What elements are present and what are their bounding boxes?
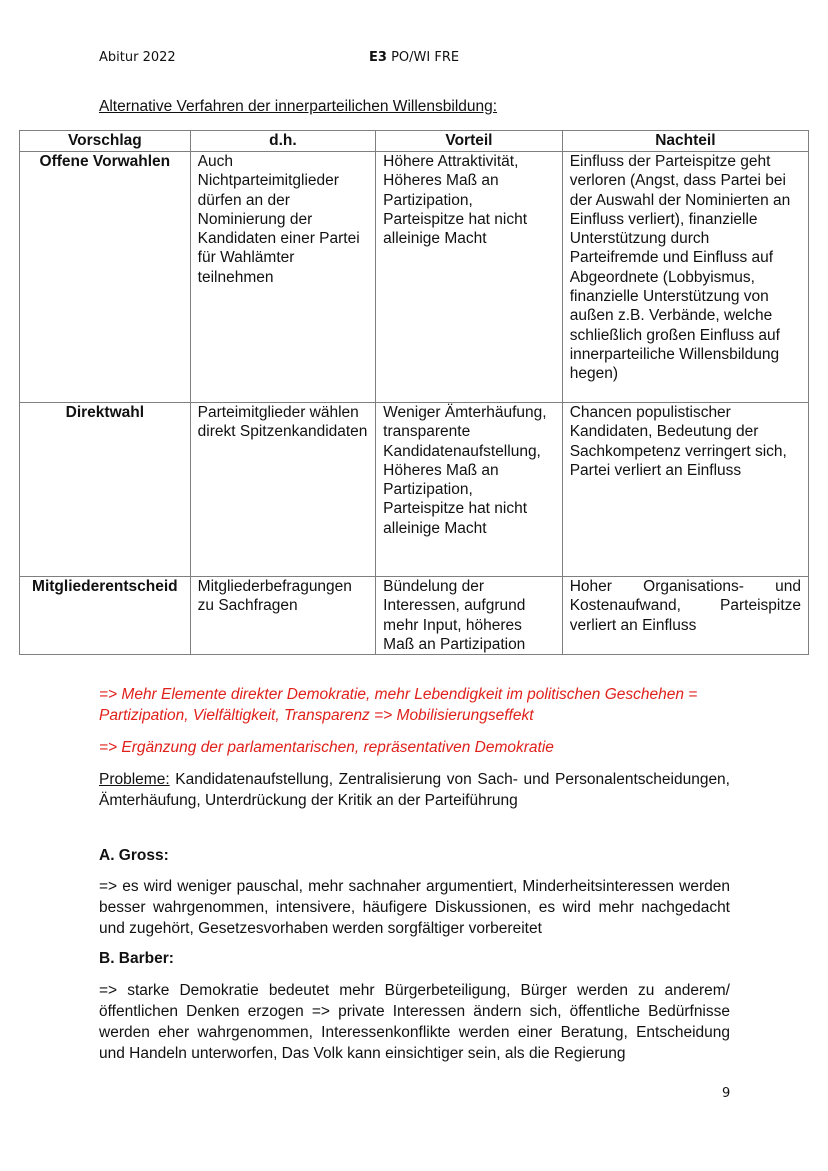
cell-nachteil: Einfluss der Parteispitze geht verloren (Angst, dass Partei bei der Auswahl der Nominierten an Einfluss verliert), finanzielle Unterstützung durch Parteifremde und Einfluss auf Abgeordnete (Lobbyismus, finanzielle Unterstützung von außen z.B. Verbände, welche schließlich großen Einfluss auf innerparteiliche Willensbildung hegen) [562, 152, 808, 403]
table-row [20, 152, 809, 403]
section-heading-barber: B. Barber: [99, 950, 174, 967]
header-course-code [369, 50, 459, 65]
table-row [20, 403, 809, 577]
table-row [20, 577, 809, 655]
problems-paragraph [99, 769, 730, 811]
gross-paragraph: => es wird weniger pauschal, mehr sachnaher argumentiert, Minderheitsinteressen werden besser wahrgenommen, intensivere, häufigere Diskussionen, es wird mehr nachgedacht und zugehört, Gesetzesvorhaben werden sorgfältiger vorbereitet [99, 878, 730, 937]
cell-nachteil: Chancen populistischer Kandidaten, Bedeutung der Sachkompetenz verringert sich, Partei verliert an Einfluss [562, 403, 808, 577]
page-number: 9 [722, 1086, 731, 1101]
page-header [99, 50, 729, 70]
table-header-row [20, 131, 809, 152]
column-header-dh: d.h. [190, 131, 375, 152]
cell-dh: Mitgliederbefragungen zu Sachfragen [190, 577, 375, 655]
cell-vorschlag: Mitgliederentscheid [20, 577, 191, 655]
cell-vorteil: Höhere Attraktivität, Höheres Maß an Partizipation, Parteispitze hat nicht alleinige Macht [376, 152, 563, 403]
cell-dh: Auch Nichtparteimitglieder dürfen an der Nominierung der Kandidaten einer Partei für Wahlämter teilnehmen [190, 152, 375, 403]
column-header-vorschlag: Vorschlag [20, 131, 191, 152]
page-title: Alternative Verfahren der innerparteilichen Willensbildung: [99, 98, 498, 115]
cell-dh: Parteimitglieder wählen direkt Spitzenkandidaten [190, 403, 375, 577]
conclusion-representative-democracy: => Ergänzung der parlamentarischen, repräsentativen Demokratie [99, 739, 554, 756]
header-course-code-bold: E3 [369, 50, 387, 65]
cell-vorteil: Bündelung der Interessen, aufgrund mehr Input, höheres Maß an Partizipation [376, 577, 563, 655]
conclusion-direct-democracy: => Mehr Elemente direkter Demokratie, mehr Lebendigkeit im politischen Geschehen = Partizipation, Vielfältigkeit, Transparenz => Mobilisierungseffekt [99, 686, 698, 724]
barber-paragraph: => starke Demokratie bedeutet mehr Bürgerbeteiligung, Bürger werden zu anderem/öffentlichen Denken erzogen => private Interessen ändern sich, öffentliche Bedürfnisse werden eher wahrgenommen, Interessenkonflikte werden einer Beratung, Entscheidung und Handeln unterworfen, Das Volk kann einsichtiger sein, als die Regierung [99, 982, 730, 1062]
cell-vorschlag: Direktwahl [20, 403, 191, 577]
column-header-vorteil: Vorteil [376, 131, 563, 152]
problems-text: Kandidatenaufstellung, Zentralisierung von Sach- und Personalentscheidungen, Ämterhäufung, Unterdrückung der Kritik an der Parteiführung [99, 771, 730, 809]
cell-vorteil: Weniger Ämterhäufung, transparente Kandidatenaufstellung, Höheres Maß an Partizipation, Parteispitze hat nicht alleinige Macht [376, 403, 563, 577]
column-header-nachteil: Nachteil [562, 131, 808, 152]
procedures-table [19, 130, 809, 655]
section-heading-gross: A. Gross: [99, 847, 169, 864]
header-exam-year: Abitur 2022 [99, 50, 176, 65]
problems-label: Probleme: [99, 771, 170, 788]
header-course-code-rest: PO/WI FRE [386, 50, 460, 65]
cell-vorschlag: Offene Vorwahlen [20, 152, 191, 403]
cell-nachteil: Hoher Organisations- und Kostenaufwand, Parteispitze verliert an Einfluss [562, 577, 808, 655]
